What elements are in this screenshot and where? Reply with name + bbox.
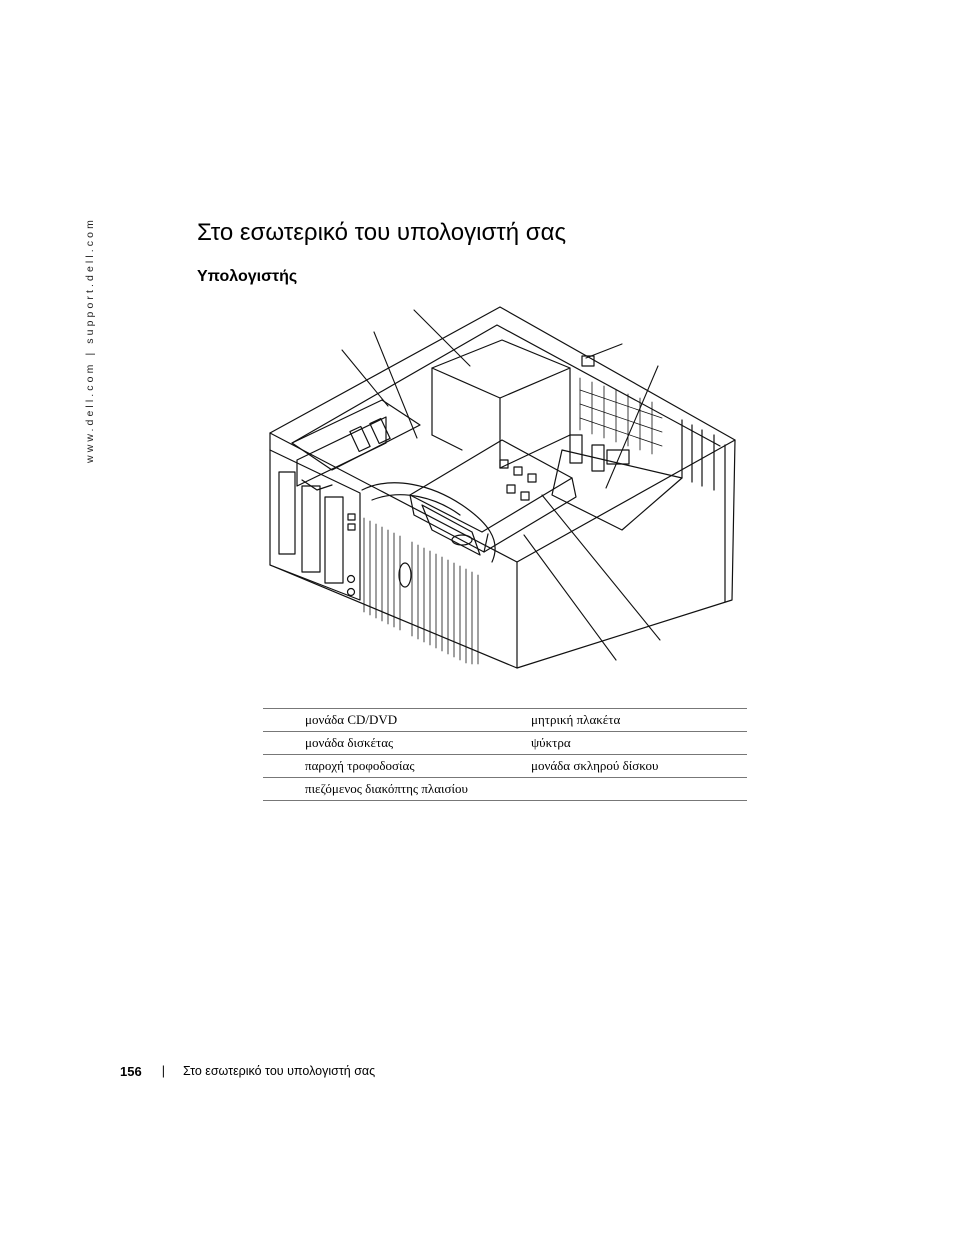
legend-row <box>263 709 747 732</box>
power-supply <box>432 340 570 468</box>
footer-section-title: Στο εσωτερικό του υπολογιστή σας <box>182 1064 376 1078</box>
rear-vent <box>580 378 662 454</box>
legend-label <box>531 778 747 801</box>
legend-row <box>263 778 747 801</box>
legend-label: πιεζόμενος διακόπτης πλαισίου <box>305 778 531 801</box>
heatsink-shroud <box>410 440 576 552</box>
legend-label: μητρική πλακέτα <box>531 709 747 732</box>
section-subtitle: Υπολογιστής <box>197 268 298 285</box>
legend-callout-cell <box>263 778 305 801</box>
legend-label: μονάδα σκληρού δίσκου <box>531 755 747 778</box>
legend-row <box>263 755 747 778</box>
drive-bay-cage <box>292 400 420 490</box>
sidebar-url-text: www.dell.com | support.dell.com <box>84 217 97 463</box>
callout-lines <box>342 310 660 660</box>
legend-callout-cell <box>263 732 305 755</box>
legend-table <box>263 708 747 801</box>
legend-callout-cell <box>263 709 305 732</box>
computer-interior-illustration <box>262 300 762 670</box>
legend-row <box>263 732 747 755</box>
sidebar-url <box>83 217 97 463</box>
page-footer <box>120 1062 375 1080</box>
legend-label: παροχή τροφοδοσίας <box>305 755 531 778</box>
page-title: Στο εσωτερικό του υπολογιστή σας <box>197 219 567 246</box>
case-outline <box>270 307 735 668</box>
legend-callout-cell <box>263 755 305 778</box>
footer-separator: | <box>161 1064 165 1078</box>
legend-label: μονάδα δισκέτας <box>305 732 531 755</box>
legend-label: ψύκτρα <box>531 732 747 755</box>
legend-label: μονάδα CD/DVD <box>305 709 531 732</box>
page-number: 156 <box>120 1063 142 1079</box>
